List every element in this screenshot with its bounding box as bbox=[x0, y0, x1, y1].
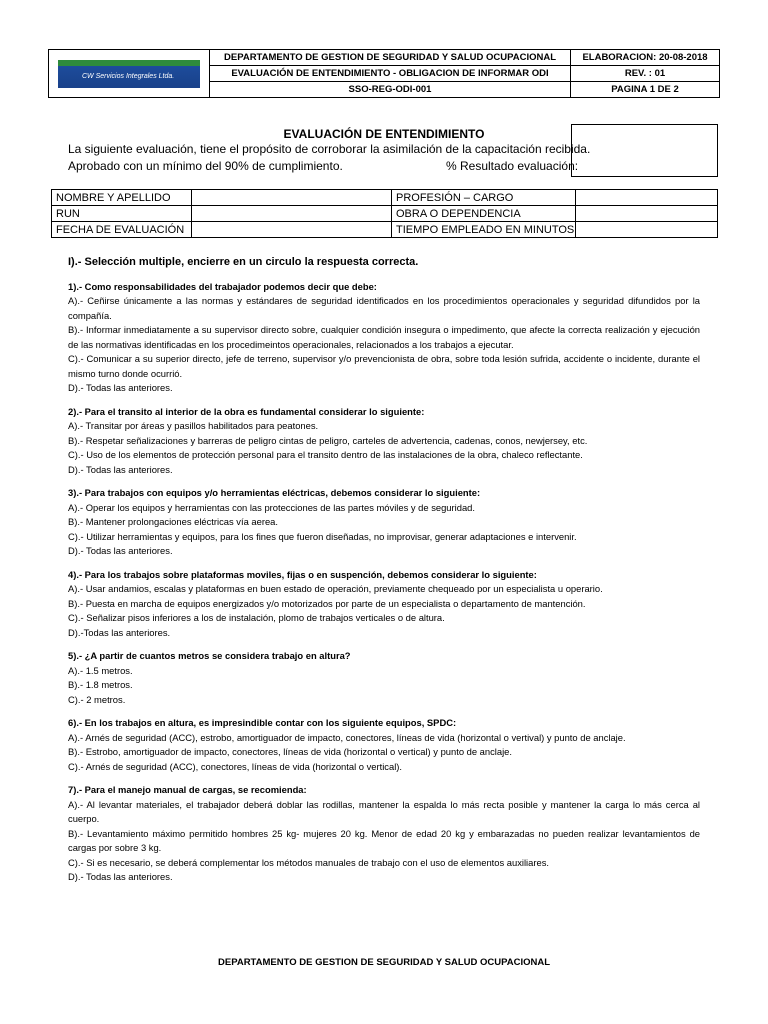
question-block bbox=[68, 486, 700, 559]
question-title: 7).- Para el manejo manual de cargas, se recomienda: bbox=[68, 784, 307, 795]
answer-option[interactable]: C).- Si es necesario, se deberá complementar los métodos manuales de trabajo con el uso de elementos auxiliares. bbox=[68, 856, 549, 868]
profession-label: PROFESIÓN – CARGO bbox=[392, 190, 576, 206]
question-title: 3).- Para trabajos con equipos y/o herramientas eléctricas, debemos considerar lo siguiente: bbox=[68, 487, 481, 498]
answer-option[interactable]: C).- Señalizar pisos inferiores a los de instalación, plomo de trabajos verticales o de altura. bbox=[68, 612, 445, 623]
logo-cell bbox=[49, 50, 210, 98]
question-title: 2).- Para el transito al interior de la obra es fundamental considerar lo siguiente: bbox=[68, 405, 425, 417]
time-field[interactable] bbox=[576, 222, 718, 238]
header-revision: REV. : 01 bbox=[571, 66, 720, 82]
header-document-code: SSO-REG-ODI-001 bbox=[210, 82, 571, 98]
question-title: 5).- ¿A partir de cuantos metros se considera trabajo en altura? bbox=[68, 650, 351, 661]
section-title: I).- Selección multiple, encierre en un circulo la respuesta correcta. bbox=[68, 256, 419, 268]
answer-option[interactable]: A).- Arnés de seguridad (ACC), estrobo, amortiguador de impacto, conectores, líneas de vida (horizontal o vertival) y punto de anclaje. bbox=[68, 731, 626, 743]
answer-option[interactable]: A).- Transitar por áreas y pasillos habilitados para peatones. bbox=[68, 420, 319, 431]
question-block bbox=[68, 568, 700, 641]
answer-option[interactable]: D).- Todas las anteriores. bbox=[68, 545, 173, 556]
header-page-number: PAGINA 1 DE 2 bbox=[571, 82, 720, 98]
run-field[interactable] bbox=[192, 206, 392, 222]
answer-option[interactable]: B).- Mantener prolongaciones eléctricas vía aerea. bbox=[68, 516, 279, 527]
date-label: FECHA DE EVALUACIÓN bbox=[52, 222, 192, 238]
answer-option[interactable]: D).- Todas las anteriores. bbox=[68, 871, 173, 882]
question-title: 6).- En los trabajos en altura, es impresindible contar con los siguiente equipos, SPDC: bbox=[68, 717, 457, 728]
intro-result-label: % Resultado evaluación: bbox=[446, 159, 579, 173]
header-department: DEPARTAMENTO DE GESTION DE SEGURIDAD Y SALUD OCUPACIONAL bbox=[210, 50, 571, 66]
name-label: NOMBRE Y APELLIDO bbox=[52, 190, 192, 206]
answer-option[interactable]: B).- Informar inmediatamente a su supervisor directo sobre, cualquier condición insegura o impedimento, que afecte la correcta realización y ejecución de las normativas identificadas en los procedimeintos operacionales, relacionados a los trabajos a ejecutar. bbox=[68, 324, 700, 350]
answer-option[interactable]: B).- Puesta en marcha de equipos energizados y/o motorizados por parte de un especialista o departamento de mantención. bbox=[68, 597, 586, 609]
answer-option[interactable]: A).- Usar andamios, escalas y plataformas en buen estado de operación, previamente chequeado por un especialista u operario. bbox=[68, 583, 603, 594]
answer-option[interactable]: C).- Arnés de seguridad (ACC), conectores, líneas de vida (horizontal o vertical). bbox=[68, 760, 403, 772]
profession-field[interactable] bbox=[576, 190, 718, 206]
answer-option[interactable]: B).- 1.8 metros. bbox=[68, 679, 133, 690]
question-block bbox=[68, 649, 700, 707]
answer-option[interactable]: B).- Levantamiento máximo permitido hombres 25 kg- mujeres 20 kg. Menor de edad 20 kg y embarazadas no pueden realizar levantamientos de cargas por sobre 3 kg. bbox=[68, 827, 700, 853]
answer-option[interactable]: A).- Operar los equipos y herramientas con las protecciones de las partes móviles y de seguridad. bbox=[68, 501, 475, 513]
time-label: TIEMPO EMPLEADO EN MINUTOS bbox=[392, 222, 576, 238]
answer-option[interactable]: A).- Ceñirse únicamente a las normas y estándares de seguridad identificados en los procedimientos operacionales y seguridad difundidos por la compañía. bbox=[68, 295, 700, 321]
question-title: 1).- Como responsabilidades del trabajador podemos decir que debe: bbox=[68, 280, 377, 292]
result-field[interactable] bbox=[571, 124, 718, 177]
answer-option[interactable]: B).- Respetar señalizaciones y barreras de peligro cintas de peligro, carteles de advertencia, cadenas, conos, newjersey, etc. bbox=[68, 434, 588, 446]
answer-option[interactable]: C).- Comunicar a su superior directo, jefe de terreno, supervisor y/o prevencionista de obra, sobre toda lesión sufrida, accidente o incidente, durante el mismo turno donde ocurrió. bbox=[68, 353, 700, 379]
evaluation-title: EVALUACIÓN DE ENTENDIMIENTO bbox=[283, 127, 485, 141]
intro-purpose: La siguiente evaluación, tiene el propósito de corroborar la asimilación de la capacitación recibida. bbox=[68, 142, 591, 156]
question-block bbox=[68, 783, 700, 885]
page-footer: DEPARTAMENTO DE GESTION DE SEGURIDAD Y SALUD OCUPACIONAL bbox=[218, 957, 550, 968]
answer-option[interactable]: D).- Todas las anteriores. bbox=[68, 382, 173, 393]
answer-option[interactable]: C).- 2 metros. bbox=[68, 693, 126, 705]
intro-approval: Aprobado con un mínimo del 90% de cumplimiento. bbox=[68, 159, 343, 173]
work-field[interactable] bbox=[576, 206, 718, 222]
question-block bbox=[68, 280, 700, 396]
personal-data-table bbox=[51, 189, 718, 238]
name-field[interactable] bbox=[192, 190, 392, 206]
run-label: RUN bbox=[52, 206, 192, 222]
logo-text: CW Servicios Integrales Ltda. bbox=[82, 72, 175, 80]
header-document-title: EVALUACIÓN DE ENTENDIMIENTO - OBLIGACION DE INFORMAR ODI bbox=[210, 66, 571, 82]
question-block bbox=[68, 405, 700, 478]
answer-option[interactable]: B).- Estrobo, amortiguador de impacto, conectores, líneas de vida (horizontal o vertical) y punto de anclaje. bbox=[68, 746, 512, 757]
answer-option[interactable]: C).- Utilizar herramientas y equipos, para los fines que fueron diseñadas, no improvisar, generar adaptaciones e intervenir. bbox=[68, 530, 577, 542]
date-field[interactable] bbox=[192, 222, 392, 238]
answer-option[interactable]: A).- 1.5 metros. bbox=[68, 664, 133, 676]
answer-option[interactable]: C).- Uso de los elementos de protección personal para el transito dentro de las instalaciones de la obra, chaleco reflectante. bbox=[68, 449, 583, 460]
questions-section bbox=[68, 255, 700, 894]
work-label: OBRA O DEPENDENCIA bbox=[392, 206, 576, 222]
question-list bbox=[68, 280, 700, 885]
header-elaboration-date: ELABORACION: 20-08-2018 bbox=[571, 50, 720, 66]
company-logo bbox=[58, 60, 200, 88]
question-block bbox=[68, 716, 700, 774]
document-header bbox=[48, 49, 720, 98]
answer-option[interactable]: D).-Todas las anteriores. bbox=[68, 626, 171, 638]
question-title: 4).- Para los trabajos sobre plataformas moviles, fijas o en suspención, debemos considerar lo siguiente: bbox=[68, 568, 537, 580]
answer-option[interactable]: D).- Todas las anteriores. bbox=[68, 463, 173, 475]
answer-option[interactable]: A).- Al levantar materiales, el trabajador deberá doblar las rodillas, mantener la espalda lo más recta posible y mantener la carga lo más cerca al cuerpo. bbox=[68, 798, 700, 824]
